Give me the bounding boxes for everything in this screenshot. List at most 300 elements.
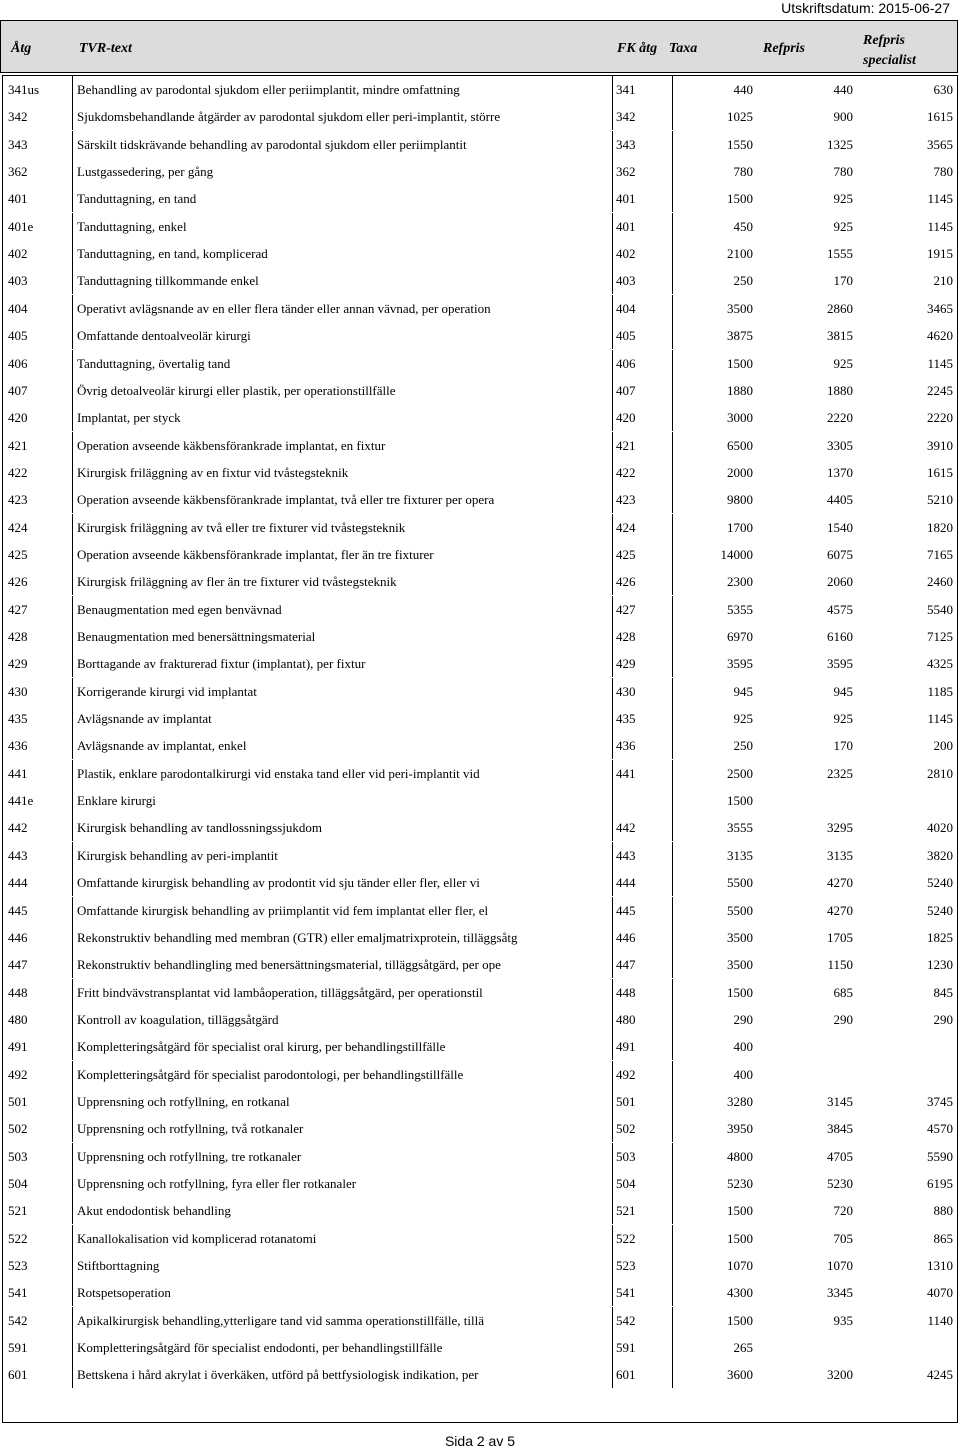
cell-taxa: 2000 bbox=[727, 464, 753, 480]
cell-atg: 424 bbox=[3, 514, 73, 541]
cell-atg: 427 bbox=[3, 596, 73, 623]
cell-atg: 445 bbox=[3, 897, 73, 924]
cell-refpris: 3145 bbox=[827, 1093, 853, 1109]
table-row bbox=[3, 267, 957, 294]
cell-refpris: 3135 bbox=[827, 847, 853, 863]
table-row bbox=[3, 295, 957, 322]
cell-taxa: 3000 bbox=[727, 410, 753, 426]
table-row bbox=[3, 459, 957, 486]
cell-tvr-text: Operation avseende käkbensförankrade implantat, fler än tre fixturer bbox=[73, 541, 613, 568]
cell-tvr-text: Omfattande kirurgisk behandling av priimplantit vid fem implantat eller fler, el bbox=[73, 897, 613, 924]
cell-taxa: 5500 bbox=[727, 875, 753, 891]
cell-fk-atg: 541 bbox=[613, 1279, 673, 1306]
cell-atg: 420 bbox=[3, 404, 73, 431]
cell-tvr-text: Stiftborttagning bbox=[73, 1252, 613, 1279]
cell-tvr-text: Apikalkirurgisk behandling,ytterligare tand vid samma operationstillfälle, tillä bbox=[73, 1307, 613, 1334]
cell-fk-atg: 343 bbox=[613, 131, 673, 158]
header-taxa: Taxa bbox=[669, 41, 698, 56]
table-row bbox=[3, 951, 957, 978]
cell-taxa: 3280 bbox=[727, 1093, 753, 1109]
header-fk-atg: FK åtg bbox=[617, 41, 658, 56]
cell-refpris bbox=[755, 1033, 855, 1060]
cell-atg: 491 bbox=[3, 1033, 73, 1060]
cell-tvr-text: Rekonstruktiv behandlingling med benersättningsmaterial, tilläggsåtgärd, per ope bbox=[73, 951, 613, 978]
cell-tvr-text: Benaugmentation med benersättningsmaterial bbox=[73, 623, 613, 650]
cell-refpris-specialist: 630 bbox=[933, 82, 953, 97]
cell-atg: 447 bbox=[3, 951, 73, 978]
cell-taxa: 1880 bbox=[727, 382, 753, 398]
cell-taxa: 14000 bbox=[720, 546, 753, 562]
cell-atg: 492 bbox=[3, 1061, 73, 1088]
cell-tvr-text: Borttagande av frakturerad fixtur (implantat), per fixtur bbox=[73, 650, 613, 677]
cell-taxa: 1500 bbox=[727, 1230, 753, 1246]
table-row bbox=[3, 623, 957, 650]
cell-refpris-specialist: 6195 bbox=[927, 1176, 953, 1191]
cell-fk-atg: 501 bbox=[613, 1088, 673, 1115]
cell-refpris-specialist: 1615 bbox=[927, 109, 953, 125]
cell-fk-atg: 502 bbox=[613, 1115, 673, 1142]
cell-refpris: 6075 bbox=[827, 546, 853, 562]
table-row bbox=[3, 568, 957, 595]
header-tvr-text: TVR-text bbox=[79, 41, 132, 56]
table-row bbox=[3, 240, 957, 267]
table-row bbox=[3, 760, 957, 787]
cell-atg: 522 bbox=[3, 1225, 73, 1252]
cell-fk-atg: 542 bbox=[613, 1307, 673, 1334]
cell-taxa: 1070 bbox=[727, 1258, 753, 1274]
cell-refpris: 1070 bbox=[827, 1258, 853, 1274]
cell-fk-atg: 406 bbox=[613, 350, 673, 377]
cell-refpris-specialist: 2810 bbox=[927, 765, 953, 781]
table-row bbox=[3, 1006, 957, 1033]
table-row bbox=[3, 131, 957, 158]
cell-refpris-specialist bbox=[855, 1061, 955, 1088]
cell-tvr-text: Akut endodontisk behandling bbox=[73, 1197, 613, 1224]
cell-atg: 425 bbox=[3, 541, 73, 568]
cell-atg: 448 bbox=[3, 979, 73, 1006]
header-refpris-specialist-line2: specialist bbox=[863, 53, 916, 68]
cell-taxa: 1500 bbox=[727, 191, 753, 207]
cell-refpris-specialist: 1145 bbox=[927, 218, 953, 234]
cell-tvr-text: Tanduttagning, övertalig tand bbox=[73, 350, 613, 377]
cell-fk-atg: 436 bbox=[613, 732, 673, 759]
cell-atg: 423 bbox=[3, 486, 73, 513]
cell-atg: 405 bbox=[3, 322, 73, 349]
cell-refpris-specialist: 4070 bbox=[927, 1285, 953, 1301]
cell-taxa: 1500 bbox=[727, 984, 753, 1000]
cell-tvr-text: Kirurgisk friläggning av två eller tre fixturer vid tvåstegsteknik bbox=[73, 514, 613, 541]
cell-tvr-text: Tanduttagning tillkommande enkel bbox=[73, 267, 613, 294]
cell-atg: 343 bbox=[3, 131, 73, 158]
cell-taxa: 2100 bbox=[727, 246, 753, 262]
cell-refpris: 3845 bbox=[827, 1121, 853, 1137]
cell-taxa: 1550 bbox=[727, 136, 753, 152]
cell-taxa: 3555 bbox=[727, 820, 753, 836]
cell-fk-atg: 405 bbox=[613, 322, 673, 349]
cell-taxa: 5355 bbox=[727, 601, 753, 617]
cell-refpris-specialist: 210 bbox=[933, 273, 953, 289]
cell-refpris: 705 bbox=[833, 1230, 853, 1246]
cell-refpris: 3200 bbox=[827, 1367, 853, 1383]
cell-refpris-specialist: 4325 bbox=[927, 656, 953, 672]
cell-fk-atg: 435 bbox=[613, 705, 673, 732]
cell-taxa: 3500 bbox=[727, 957, 753, 973]
cell-tvr-text: Avlägsnande av implantat, enkel bbox=[73, 732, 613, 759]
cell-atg: 435 bbox=[3, 705, 73, 732]
cell-taxa: 2500 bbox=[727, 765, 753, 781]
table-row bbox=[3, 924, 957, 951]
cell-atg: 501 bbox=[3, 1088, 73, 1115]
cell-fk-atg: 442 bbox=[613, 814, 673, 841]
cell-refpris: 925 bbox=[833, 711, 853, 727]
cell-refpris: 4270 bbox=[827, 902, 853, 918]
price-table bbox=[2, 75, 958, 1423]
cell-fk-atg: 447 bbox=[613, 951, 673, 978]
cell-refpris: 4270 bbox=[827, 875, 853, 891]
table-row bbox=[3, 1061, 957, 1088]
cell-tvr-text: Operativt avlägsnande av en eller flera tänder eller annan vävnad, per operation bbox=[73, 295, 613, 322]
table-row bbox=[3, 678, 957, 705]
cell-atg: 401e bbox=[3, 213, 73, 240]
cell-atg: 521 bbox=[3, 1197, 73, 1224]
header-atg: Åtg bbox=[11, 41, 32, 56]
cell-refpris-specialist bbox=[855, 1033, 955, 1060]
cell-taxa: 1500 bbox=[727, 793, 753, 809]
cell-atg: 542 bbox=[3, 1307, 73, 1334]
cell-fk-atg: 430 bbox=[613, 678, 673, 705]
cell-tvr-text: Upprensning och rotfyllning, tre rotkanaler bbox=[73, 1143, 613, 1170]
cell-tvr-text: Operation avseende käkbensförankrade implantat, en fixtur bbox=[73, 432, 613, 459]
table-row bbox=[3, 596, 957, 623]
table-row bbox=[3, 1252, 957, 1279]
cell-refpris-specialist: 3910 bbox=[927, 437, 953, 453]
cell-refpris: 2325 bbox=[827, 765, 853, 781]
table-row bbox=[3, 350, 957, 377]
cell-refpris-specialist: 2245 bbox=[927, 382, 953, 398]
cell-tvr-text: Kontroll av koagulation, tilläggsåtgärd bbox=[73, 1006, 613, 1033]
cell-atg: 401 bbox=[3, 185, 73, 212]
cell-refpris: 1880 bbox=[827, 382, 853, 398]
cell-refpris-specialist: 3820 bbox=[927, 847, 953, 863]
cell-refpris: 925 bbox=[833, 218, 853, 234]
cell-refpris: 2860 bbox=[827, 300, 853, 316]
table-row bbox=[3, 1033, 957, 1060]
cell-fk-atg: 407 bbox=[613, 377, 673, 404]
cell-refpris: 3295 bbox=[827, 820, 853, 836]
cell-tvr-text: Bettskena i hård akrylat i överkäken, utförd på bettfysiologisk indikation, per bbox=[73, 1361, 613, 1388]
cell-taxa: 3595 bbox=[727, 656, 753, 672]
table-row bbox=[3, 1225, 957, 1252]
table-row bbox=[3, 213, 957, 240]
table-row bbox=[3, 897, 957, 924]
table-row bbox=[3, 1115, 957, 1142]
cell-tvr-text: Upprensning och rotfyllning, två rotkanaler bbox=[73, 1115, 613, 1142]
cell-refpris-specialist bbox=[855, 787, 955, 814]
table-row bbox=[3, 650, 957, 677]
cell-atg: 591 bbox=[3, 1334, 73, 1361]
cell-refpris: 685 bbox=[833, 984, 853, 1000]
cell-refpris: 1150 bbox=[827, 957, 853, 973]
table-header bbox=[0, 20, 958, 73]
cell-fk-atg: 421 bbox=[613, 432, 673, 459]
cell-taxa: 5500 bbox=[727, 902, 753, 918]
cell-atg: 541 bbox=[3, 1279, 73, 1306]
table-row bbox=[3, 1088, 957, 1115]
table-row bbox=[3, 486, 957, 513]
cell-tvr-text: Fritt bindvävstransplantat vid lambåoperation, tilläggsåtgärd, per operationstil bbox=[73, 979, 613, 1006]
cell-taxa: 450 bbox=[733, 218, 753, 234]
cell-refpris: 290 bbox=[833, 1011, 853, 1027]
cell-refpris: 6160 bbox=[827, 629, 853, 644]
cell-tvr-text: Särskilt tidskrävande behandling av parodontal sjukdom eller periimplantit bbox=[73, 131, 613, 158]
cell-atg: 480 bbox=[3, 1006, 73, 1033]
cell-taxa: 290 bbox=[733, 1011, 753, 1027]
cell-fk-atg: 401 bbox=[613, 213, 673, 240]
table-row bbox=[3, 432, 957, 459]
cell-refpris: 1705 bbox=[827, 929, 853, 945]
cell-atg: 403 bbox=[3, 267, 73, 294]
cell-taxa: 1500 bbox=[727, 355, 753, 371]
cell-atg: 504 bbox=[3, 1170, 73, 1197]
cell-refpris-specialist: 4620 bbox=[927, 328, 953, 344]
cell-taxa: 400 bbox=[733, 1039, 753, 1055]
cell-tvr-text: Kompletteringsåtgärd för specialist endodonti, per behandlingstillfälle bbox=[73, 1334, 613, 1361]
table-row bbox=[3, 404, 957, 431]
cell-taxa: 780 bbox=[733, 164, 753, 180]
cell-tvr-text: Benaugmentation med egen benvävnad bbox=[73, 596, 613, 623]
cell-refpris-specialist: 2220 bbox=[927, 410, 953, 426]
cell-fk-atg: 491 bbox=[613, 1033, 673, 1060]
cell-taxa: 925 bbox=[733, 711, 753, 727]
cell-atg: 523 bbox=[3, 1252, 73, 1279]
cell-fk-atg: 423 bbox=[613, 486, 673, 513]
cell-atg: 441 bbox=[3, 760, 73, 787]
table-row bbox=[3, 814, 957, 841]
cell-refpris: 440 bbox=[833, 82, 853, 97]
cell-atg: 442 bbox=[3, 814, 73, 841]
cell-taxa: 3600 bbox=[727, 1367, 753, 1383]
cell-atg: 402 bbox=[3, 240, 73, 267]
table-row bbox=[3, 1197, 957, 1224]
cell-taxa: 1700 bbox=[727, 519, 753, 535]
cell-refpris: 4575 bbox=[827, 601, 853, 617]
cell-tvr-text: Kompletteringsåtgärd för specialist oral kirurg, per behandlingstillfälle bbox=[73, 1033, 613, 1060]
cell-fk-atg: 448 bbox=[613, 979, 673, 1006]
cell-fk-atg: 425 bbox=[613, 541, 673, 568]
cell-taxa: 9800 bbox=[727, 492, 753, 508]
cell-refpris: 720 bbox=[833, 1203, 853, 1219]
table-row bbox=[3, 76, 957, 103]
cell-refpris: 2220 bbox=[827, 410, 853, 426]
cell-taxa: 400 bbox=[733, 1066, 753, 1082]
cell-atg: 406 bbox=[3, 350, 73, 377]
table-row bbox=[3, 705, 957, 732]
cell-taxa: 2300 bbox=[727, 574, 753, 590]
table-row bbox=[3, 869, 957, 896]
cell-refpris: 170 bbox=[833, 738, 853, 754]
cell-refpris-specialist: 1825 bbox=[927, 929, 953, 945]
cell-refpris-specialist: 5240 bbox=[927, 902, 953, 918]
cell-refpris-specialist: 1230 bbox=[927, 957, 953, 973]
cell-tvr-text: Behandling av parodontal sjukdom eller periimplantit, mindre omfattning bbox=[73, 76, 613, 103]
cell-fk-atg: 404 bbox=[613, 295, 673, 322]
cell-refpris bbox=[755, 787, 855, 814]
cell-refpris-specialist: 1140 bbox=[927, 1312, 953, 1328]
cell-taxa: 1500 bbox=[727, 1312, 753, 1328]
cell-fk-atg: 403 bbox=[613, 267, 673, 294]
cell-refpris: 945 bbox=[833, 683, 853, 699]
cell-refpris: 925 bbox=[833, 191, 853, 207]
cell-tvr-text: Övrig detoalveolär kirurgi eller plastik, per operationstillfälle bbox=[73, 377, 613, 404]
cell-taxa: 3500 bbox=[727, 300, 753, 316]
cell-refpris: 3815 bbox=[827, 328, 853, 344]
table-row bbox=[3, 514, 957, 541]
cell-refpris: 1370 bbox=[827, 464, 853, 480]
cell-refpris bbox=[755, 1334, 855, 1361]
cell-fk-atg: 342 bbox=[613, 103, 673, 130]
table-row bbox=[3, 1334, 957, 1361]
cell-taxa: 1500 bbox=[727, 1203, 753, 1219]
cell-atg: 443 bbox=[3, 842, 73, 869]
header-refpris: Refpris bbox=[763, 41, 805, 56]
cell-tvr-text: Lustgassedering, per gång bbox=[73, 158, 613, 185]
cell-refpris-specialist: 7165 bbox=[927, 546, 953, 562]
cell-refpris-specialist: 4245 bbox=[927, 1367, 953, 1383]
cell-refpris-specialist: 5240 bbox=[927, 875, 953, 891]
cell-taxa: 4800 bbox=[727, 1148, 753, 1164]
cell-taxa: 3500 bbox=[727, 929, 753, 945]
cell-refpris-specialist: 880 bbox=[933, 1203, 953, 1219]
cell-tvr-text: Kompletteringsåtgärd för specialist parodontologi, per behandlingstillfälle bbox=[73, 1061, 613, 1088]
cell-fk-atg: 443 bbox=[613, 842, 673, 869]
cell-taxa: 250 bbox=[733, 273, 753, 289]
cell-refpris-specialist: 3745 bbox=[927, 1093, 953, 1109]
cell-refpris-specialist: 1185 bbox=[927, 683, 953, 699]
cell-tvr-text: Rekonstruktiv behandling med membran (GTR) eller emaljmatrixprotein, tilläggsåtg bbox=[73, 924, 613, 951]
cell-fk-atg: 480 bbox=[613, 1006, 673, 1033]
cell-fk-atg: 503 bbox=[613, 1143, 673, 1170]
table-row bbox=[3, 1170, 957, 1197]
cell-refpris-specialist: 5590 bbox=[927, 1148, 953, 1164]
cell-taxa: 5230 bbox=[727, 1176, 753, 1191]
cell-fk-atg: 521 bbox=[613, 1197, 673, 1224]
cell-atg: 342 bbox=[3, 103, 73, 130]
cell-taxa: 6970 bbox=[727, 629, 753, 644]
cell-fk-atg: 591 bbox=[613, 1334, 673, 1361]
cell-tvr-text: Kirurgisk friläggning av en fixtur vid tvåstegsteknik bbox=[73, 459, 613, 486]
cell-refpris-specialist: 7125 bbox=[927, 629, 953, 644]
cell-atg: 422 bbox=[3, 459, 73, 486]
cell-refpris: 170 bbox=[833, 273, 853, 289]
cell-refpris-specialist: 3565 bbox=[927, 136, 953, 152]
table-row bbox=[3, 377, 957, 404]
cell-taxa: 440 bbox=[733, 82, 753, 97]
page-number: Sida 2 av 5 bbox=[444, 1433, 516, 1449]
cell-refpris-specialist: 4020 bbox=[927, 820, 953, 836]
cell-tvr-text: Operation avseende käkbensförankrade implantat, två eller tre fixturer per opera bbox=[73, 486, 613, 513]
cell-tvr-text: Upprensning och rotfyllning, fyra eller fler rotkanaler bbox=[73, 1170, 613, 1197]
cell-tvr-text: Tanduttagning, en tand bbox=[73, 185, 613, 212]
table-row bbox=[3, 979, 957, 1006]
cell-refpris-specialist: 1915 bbox=[927, 246, 953, 262]
cell-atg: 362 bbox=[3, 158, 73, 185]
cell-refpris: 3305 bbox=[827, 437, 853, 453]
cell-taxa: 945 bbox=[733, 683, 753, 699]
cell-atg: 421 bbox=[3, 432, 73, 459]
cell-atg: 341us bbox=[3, 76, 73, 103]
cell-tvr-text: Implantat, per styck bbox=[73, 404, 613, 431]
cell-refpris: 935 bbox=[833, 1312, 853, 1328]
cell-refpris-specialist: 845 bbox=[933, 984, 953, 1000]
table-row bbox=[3, 732, 957, 759]
cell-fk-atg: 445 bbox=[613, 897, 673, 924]
cell-fk-atg: 426 bbox=[613, 568, 673, 595]
cell-tvr-text: Plastik, enklare parodontalkirurgi vid enstaka tand eller vid peri-implantit vid bbox=[73, 760, 613, 787]
cell-atg: 503 bbox=[3, 1143, 73, 1170]
cell-fk-atg: 601 bbox=[613, 1361, 673, 1388]
cell-tvr-text: Rotspetsoperation bbox=[73, 1279, 613, 1306]
cell-refpris-specialist: 1145 bbox=[927, 355, 953, 371]
print-date: Utskriftsdatum: 2015-06-27 bbox=[781, 0, 950, 16]
cell-atg: 436 bbox=[3, 732, 73, 759]
cell-refpris: 780 bbox=[833, 164, 853, 180]
cell-tvr-text: Kirurgisk behandling av peri-implantit bbox=[73, 842, 613, 869]
cell-refpris: 3345 bbox=[827, 1285, 853, 1301]
cell-refpris-specialist: 780 bbox=[933, 164, 953, 180]
cell-refpris-specialist: 4570 bbox=[927, 1121, 953, 1137]
cell-refpris: 5230 bbox=[827, 1176, 853, 1191]
cell-refpris-specialist: 5210 bbox=[927, 492, 953, 508]
cell-refpris: 1540 bbox=[827, 519, 853, 535]
table-row bbox=[3, 103, 957, 130]
cell-atg: 446 bbox=[3, 924, 73, 951]
cell-refpris-specialist: 5540 bbox=[927, 601, 953, 617]
table-row bbox=[3, 1279, 957, 1306]
cell-taxa: 6500 bbox=[727, 437, 753, 453]
cell-refpris-specialist: 1145 bbox=[927, 711, 953, 727]
cell-tvr-text: Avlägsnande av implantat bbox=[73, 705, 613, 732]
cell-tvr-text: Omfattande dentoalveolär kirurgi bbox=[73, 322, 613, 349]
cell-tvr-text: Tanduttagning, enkel bbox=[73, 213, 613, 240]
cell-atg: 407 bbox=[3, 377, 73, 404]
cell-refpris-specialist: 1820 bbox=[927, 519, 953, 535]
cell-refpris-specialist: 1145 bbox=[927, 191, 953, 207]
table-row bbox=[3, 541, 957, 568]
cell-refpris: 1555 bbox=[827, 246, 853, 262]
cell-refpris-specialist: 1310 bbox=[927, 1258, 953, 1274]
cell-fk-atg: 402 bbox=[613, 240, 673, 267]
table-row bbox=[3, 1307, 957, 1334]
table-row bbox=[3, 158, 957, 185]
cell-fk-atg: 422 bbox=[613, 459, 673, 486]
cell-fk-atg: 401 bbox=[613, 185, 673, 212]
cell-atg: 426 bbox=[3, 568, 73, 595]
cell-taxa: 3950 bbox=[727, 1121, 753, 1137]
table-row bbox=[3, 842, 957, 869]
cell-taxa: 3135 bbox=[727, 847, 753, 863]
cell-taxa: 3875 bbox=[727, 328, 753, 344]
table-row bbox=[3, 787, 957, 814]
cell-atg: 428 bbox=[3, 623, 73, 650]
cell-taxa: 265 bbox=[733, 1340, 753, 1356]
cell-atg: 601 bbox=[3, 1361, 73, 1388]
cell-refpris: 900 bbox=[833, 109, 853, 125]
cell-tvr-text: Omfattande kirurgisk behandling av prodontit vid sju tänder eller fler, eller vi bbox=[73, 869, 613, 896]
cell-fk-atg: 427 bbox=[613, 596, 673, 623]
cell-fk-atg: 428 bbox=[613, 623, 673, 650]
cell-taxa: 4300 bbox=[727, 1285, 753, 1301]
cell-refpris-specialist: 865 bbox=[933, 1230, 953, 1246]
